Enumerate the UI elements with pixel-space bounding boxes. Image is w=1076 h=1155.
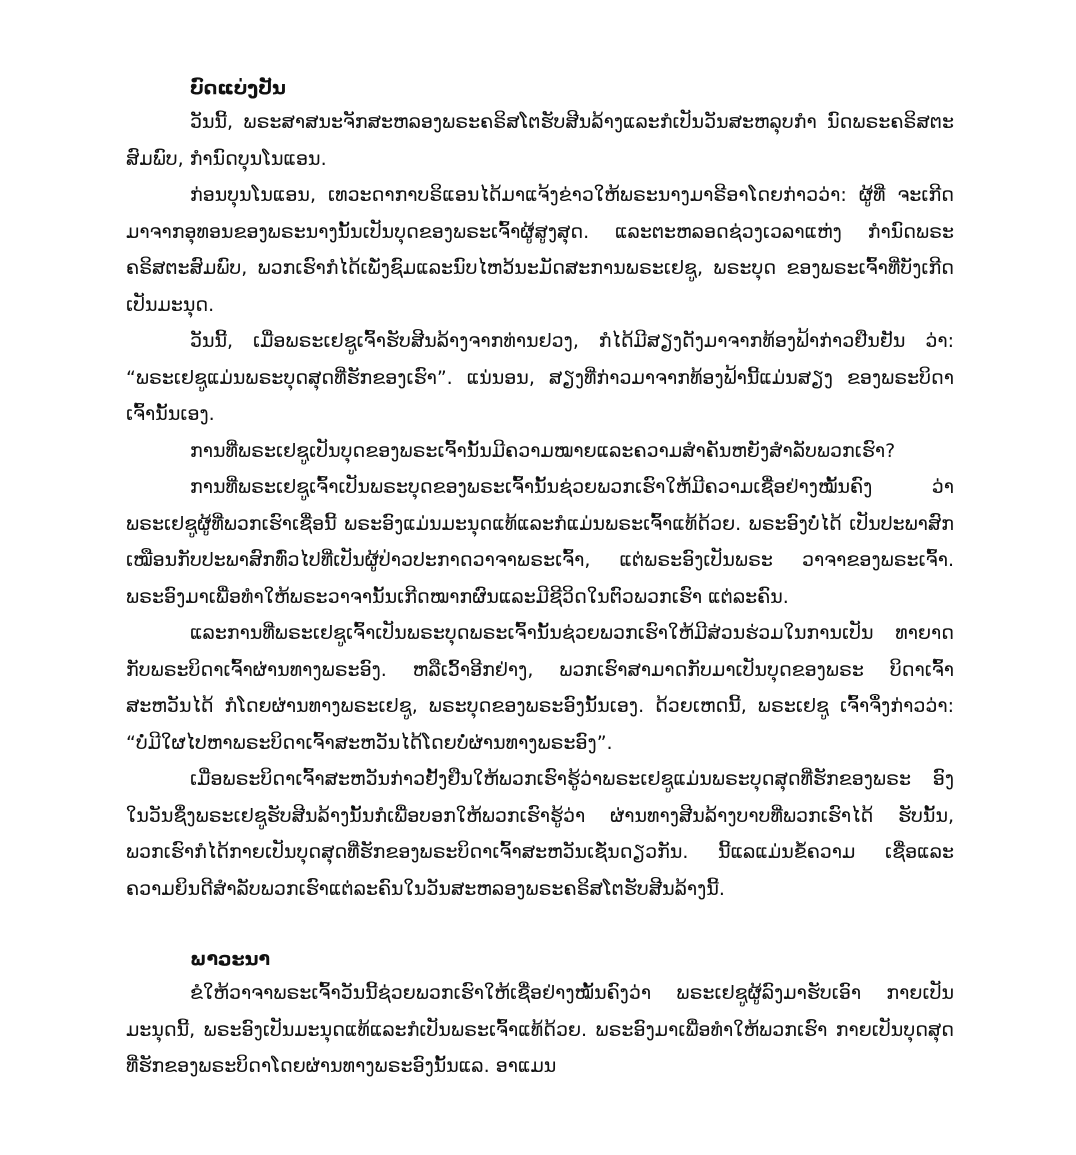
paragraph-6: ແລະການທີ່ພຣະເຢຊູເຈົ້າເປັນພຣະບຸດພຣະເຈົ້ານັ້ນຊ່ວຍພວກເຮົາໃຫ້ມີສ່ວນຮ່ວມໃນການເປັນ ທາຍາດກັບພຣະບິດາເຈົ້າຜ່ານທາງພຣະອົງ. ຫລືເວົ້າອີກຢ່າງ, ພວກເຮົາສາມາດກັບມາເປັນບຸດຂອງພຣະ ບິດາເຈົ້າສະຫວັນໄດ້ ກໍໂດຍຜ່ານທາງພຣະເຢຊູ, ພຣະບຸດຂອງພຣະອົງນັ້ນເອງ. ດ້ວຍເຫດນີ້, ພຣະເຢຊູ ເຈົ້າຈຶ່ງກ່າວວ່າ: “ບໍ່ມີໃຜໄປຫາພຣະບິດາເຈົ້າສະຫວັນໄດ້ໂດຍບໍ່ຜ່ານທາງພຣະອົງ”. <box>126 622 954 754</box>
section-title: ບົດແບ່ງປັນ <box>190 77 286 99</box>
paragraph-2: ກ່ອນບຸນໂນແອນ, ເທວະດາກາບຣິແອນໄດ້ມາແຈ້ງຂ່າວໃຫ້ພຣະນາງມາຣີອາໂດຍກ່າວວ່າ: ຜູ້ທີ່ ຈະເກີດມາຈາກອຸທອນຂອງພຣະນາງນັ້ນເປັນບຸດຂອງພຣະເຈົ້າຜູ້ສູງສຸດ. ແລະຕະຫລອດຊ່ວງເວລາແຫ່ງ ກໍານົດພຣະຄຣິສຕະສົມພົບ, ພວກເຮົາກໍໄດ້ເພັ່ງຊົມແລະນົບໄຫວ້ນະມັດສະການພຣະເຢຊູ, ພຣະບຸດ ຂອງພຣະເຈົ້າທີ່ບັງເກີດເປັນມະນຸດ. <box>126 184 954 316</box>
paragraph-5: ການທີ່ພຣະເຢຊູເຈົ້າເປັນພຣະບຸດຂອງພຣະເຈົ້ານັ້ນຊ່ວຍພວກເຮົາໃຫ້ມີຄວາມເຊື່ອຢ່າງໝັ້ນຄົງ ວ່າພຣະເຢຊູຜູ້ທີ່ພວກເຮົາເຊື່ອນີ້ ພຣະອົງແມ່ນມະນຸດແທ້ແລະກໍແມ່ນພຣະເຈົ້າແທ້ດ້ວຍ. ພຣະອົງບໍ່ໄດ້ ເປັນປະພາສົກເໝືອນກັບປະພາສົກທົ່ວໄປທີ່ເປັນຜູ້ປ່າວປະກາດວາຈາພຣະເຈົ້າ, ແຕ່ພຣະອົງເປັນພຣະ ວາຈາຂອງພຣະເຈົ້າ. ພຣະອົງມາເພື່ອທໍາໃຫ້ພຣະວາຈານັ້ນເກີດໝາກຜົນແລະມີຊີວິດໃນຕົວພວກເຮົາ ແຕ່ລະຄົນ. <box>126 476 954 608</box>
paragraph-1: ວັນນີ້, ພຣະສາສນະຈັກສະຫລອງພຣະຄຣິສໂຕຮັບສີນລ້າງແລະກໍເປັນວັນສະຫລຸບກໍາ ນົດພຣະຄຣິສຕະສົມພົບ, ກໍານົດບຸນໂນແອນ. <box>126 111 954 170</box>
paragraph-4: ການທີ່ພຣະເຢຊູເປັນບຸດຂອງພຣະເຈົ້ານັ້ນມີຄວາມໝາຍແລະຄວາມສໍາຄັນຫຍັງສໍາລັບພວກເຮົາ? <box>190 439 896 462</box>
section-gap <box>126 907 954 943</box>
paragraph-3: ວັນນີ້, ເມື່ອພຣະເຢຊູເຈົ້າຮັບສີນລ້າງຈາກທ່ານຢວງ, ກໍໄດ້ມີສຽງດັງມາຈາກທ້ອງຟ້າກ່າວຢືນຢັນ ວ່າ: “ພຣະເຢຊູແມ່ນພຣະບຸດສຸດທີ່ຮັກຂອງເຮົາ”. ແນ່ນອນ, ສຽງທີ່ກ່າວມາຈາກທ້ອງຟ້ານີ້ແມ່ນສຽງ ຂອງພຣະບິດາເຈົ້ານັ້ນເອງ. <box>126 330 954 425</box>
prayer-title: ພາວະນາ <box>190 948 271 970</box>
document-page <box>126 72 954 1085</box>
paragraph-7: ເມື່ອພຣະບິດາເຈົ້າສະຫວັນກ່າວຢັ້ງຢືນໃຫ້ພວກເຮົາຮູ້ວ່າພຣະເຢຊູແມ່ນພຣະບຸດສຸດທີ່ຮັກຂອງພຣະ ອົງໃນວັນຊຶ່ງພຣະເຢຊູຮັບສີນລ້າງນັ້ນກໍເພື່ອບອກໃຫ້ພວກເຮົາຮູ້ວ່າ ຜ່ານທາງສີນລ້າງບາບທີ່ພວກເຮົາໄດ້ ຮັບນັ້ນ, ພວກເຮົາກໍໄດ້ກາຍເປັນບຸດສຸດທີ່ຮັກຂອງພຣະບິດາເຈົ້າສະຫວັນເຊັ່ນດຽວກັນ. ນີ້ແລແມ່ນຂໍ້ຄວາມ ເຊື່ອແລະຄວາມຍິນດີສໍາລັບພວກເຮົາແຕ່ລະຄົນໃນວັນສະຫລອງພຣະຄຣິສໂຕຮັບສີນລ້າງນີ້. <box>126 768 954 900</box>
prayer-paragraph: ຂໍໃຫ້ວາຈາພຣະເຈົ້າວັນນີ້ຊ່ວຍພວກເຮົາໃຫ້ເຊື່ອຢ່າງໝັ້ນຄົງວ່າ ພຣະເຢຊູຜູ້ລົງມາຮັບເອົາ ກາຍເປັນມະນຸດນີ້, ພຣະອົງເປັນມະນຸດແທ້ແລະກໍເປັນພຣະເຈົ້າແທ້ດ້ວຍ. ພຣະອົງມາເພື່ອທໍາໃຫ້ພວກເຮົາ ກາຍເປັນບຸດສຸດທີ່ຮັກຂອງພຣະບິດາໂດຍຜ່ານທາງພຣະອົງນັ້ນແລ. ອາແມນ <box>126 982 954 1077</box>
